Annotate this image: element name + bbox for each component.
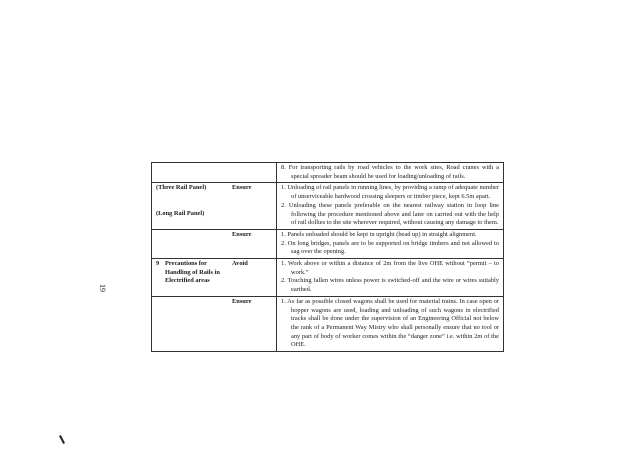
instruction-item: 1. Unloading of rail panels in running lines, by providing a ramp of adequate number of unserviceable hardwood crossing sleepers or timber piece, kept 6.5m apart. xyxy=(281,184,499,201)
label-cell xyxy=(152,183,229,230)
label-cell xyxy=(152,296,229,351)
instruction-item: 2. Unloading these panels preferable on the nearest railway station in loop line following the procedure mentioned above and later on carried out with the help of rail dollies to the site wherever required, without causing any damage to them. xyxy=(281,201,499,227)
label-cell xyxy=(152,163,229,183)
instruction-item: 1. Panels unloaded should be kept in upright (head up) in straight alignment. xyxy=(281,230,477,238)
label-cell xyxy=(152,229,229,258)
precautions-table xyxy=(151,162,504,352)
instruction-item: 2. Touching fallen wires unless power is switched-off and the wire or wires suitably earthed. xyxy=(281,277,499,294)
table-row xyxy=(152,229,504,258)
action-cell xyxy=(228,163,277,183)
instruction-item: 8. For transporting rails by road vehicles to the work sites, Road cranes with a special spreader beam should be used for loading/unloading of rails. xyxy=(281,164,499,180)
instruction-cell xyxy=(277,296,504,351)
long-rail-panel-label: (Long Rail Panel) xyxy=(156,210,205,218)
action-cell: Ensure xyxy=(228,183,277,230)
table-row xyxy=(152,259,504,297)
table-row xyxy=(152,183,504,230)
instruction-item: 2. On long bridges, panels are to be supported on bridge timbers and not allowed to sag over the opening. xyxy=(281,239,499,256)
instruction-item: 1. Work above or within a distance of 2m from the live OHE without “permit – to work.” xyxy=(281,260,499,276)
instruction-cell xyxy=(277,229,504,258)
instruction-cell xyxy=(277,183,504,230)
instruction-cell xyxy=(277,163,504,183)
table-row xyxy=(152,296,504,351)
action-cell: Ensure xyxy=(228,229,277,258)
action-cell: Ensure xyxy=(228,296,277,351)
section-number: 9 xyxy=(156,260,160,268)
section-heading: Precautions for Handling of Rails in Electrified areas xyxy=(165,260,220,285)
table-row xyxy=(152,163,504,183)
instruction-item: 1. As far as possible closed wagons shall be used for material trains. In case open or hopper wagons are used, loading and unloading of such wagons in electrified tracks shall be done under the supervision of an Engineering Official not below the rank of a Permanent Way Mistry who shall personally ensure that no tool or any part of body of worker comes within the “danger zone” i.e. within 2m of the OHE. xyxy=(281,297,499,349)
three-rail-panel-label: (Three Rail Panel) xyxy=(156,184,207,192)
action-cell: Avoid xyxy=(228,259,277,297)
instruction-cell xyxy=(277,259,504,297)
label-cell xyxy=(152,259,229,297)
stray-pen-mark xyxy=(59,435,65,444)
page-number: 19 xyxy=(98,284,107,292)
